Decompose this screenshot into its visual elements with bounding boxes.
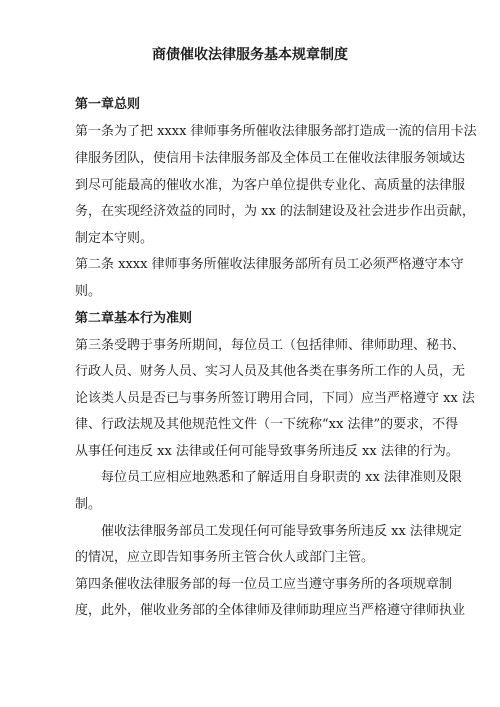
article-3-line-2: 行政人员、财务人员、实习人员及其他各类在事务所工作的人员，无 bbox=[75, 364, 466, 379]
chapter-1-heading: 第一章总则 bbox=[75, 97, 141, 112]
article-3-para-2-line-2: 制。 bbox=[75, 497, 102, 512]
article-1-line-5: 制定本守则。 bbox=[75, 231, 154, 246]
article-3-para-2-line-1: 每位员工应相应地熟悉和了解适用自身职责的 xx 法律准则及限 bbox=[101, 470, 462, 485]
article-3-line-4: 律、行政法规及其他规范性文件（一下统称“xx 法律”的要求，不得 bbox=[75, 417, 459, 432]
article-3-line-3: 论该类人员是否已与事务所签订聘用合同，下同）应当严格遵守 xx 法 bbox=[75, 391, 475, 406]
article-2-line-2: 则。 bbox=[75, 284, 102, 299]
article-1-line-1: 第一条为了把 xxxx 律师事务所催收法律服务部打造成一流的信用卡法 bbox=[75, 124, 477, 139]
document-title: 商债催收法律服务基本规章制度 bbox=[152, 47, 348, 63]
article-2-line-1: 第二条 xxxx 律师事务所催收法律服务部所有员工必须严格遵守本守 bbox=[75, 257, 464, 272]
article-3-line-5: 从事任何违反 xx 法律或任何可能导致事务所违反 xx 法律的行为。 bbox=[75, 444, 459, 459]
article-1-line-3: 到尽可能最高的催收水准，为客户单位提供专业化、高质量的法律服 bbox=[75, 178, 466, 193]
article-1-line-2: 律服务团队，使信用卡法律服务部及全体员工在催收法律服务领域达 bbox=[75, 151, 466, 166]
article-1-line-4: 务，在实现经济效益的同时，为 xx 的法制建设及社会进步作出贡献， bbox=[75, 204, 475, 219]
article-4-line-2: 度，此外，催收业务部的全体律师及律师助理应当严格遵守律师执业 bbox=[75, 603, 466, 618]
article-3-line-1: 第三条受聘于事务所期间，每位员工（包括律师、律师助理、秘书、 bbox=[75, 338, 466, 353]
article-3-para-3-line-1: 催收法律服务部员工发现任何可能导致事务所违反 xx 法律规定 bbox=[101, 524, 462, 539]
article-3-para-3-line-2: 的情况，应立即告知事务所主管合伙人或部门主管。 bbox=[75, 550, 375, 565]
article-4-line-1: 第四条催收法律服务部的每一位员工应当遵守事务所的各项规章制 bbox=[75, 577, 453, 592]
chapter-2-heading: 第二章基本行为准则 bbox=[75, 311, 193, 326]
